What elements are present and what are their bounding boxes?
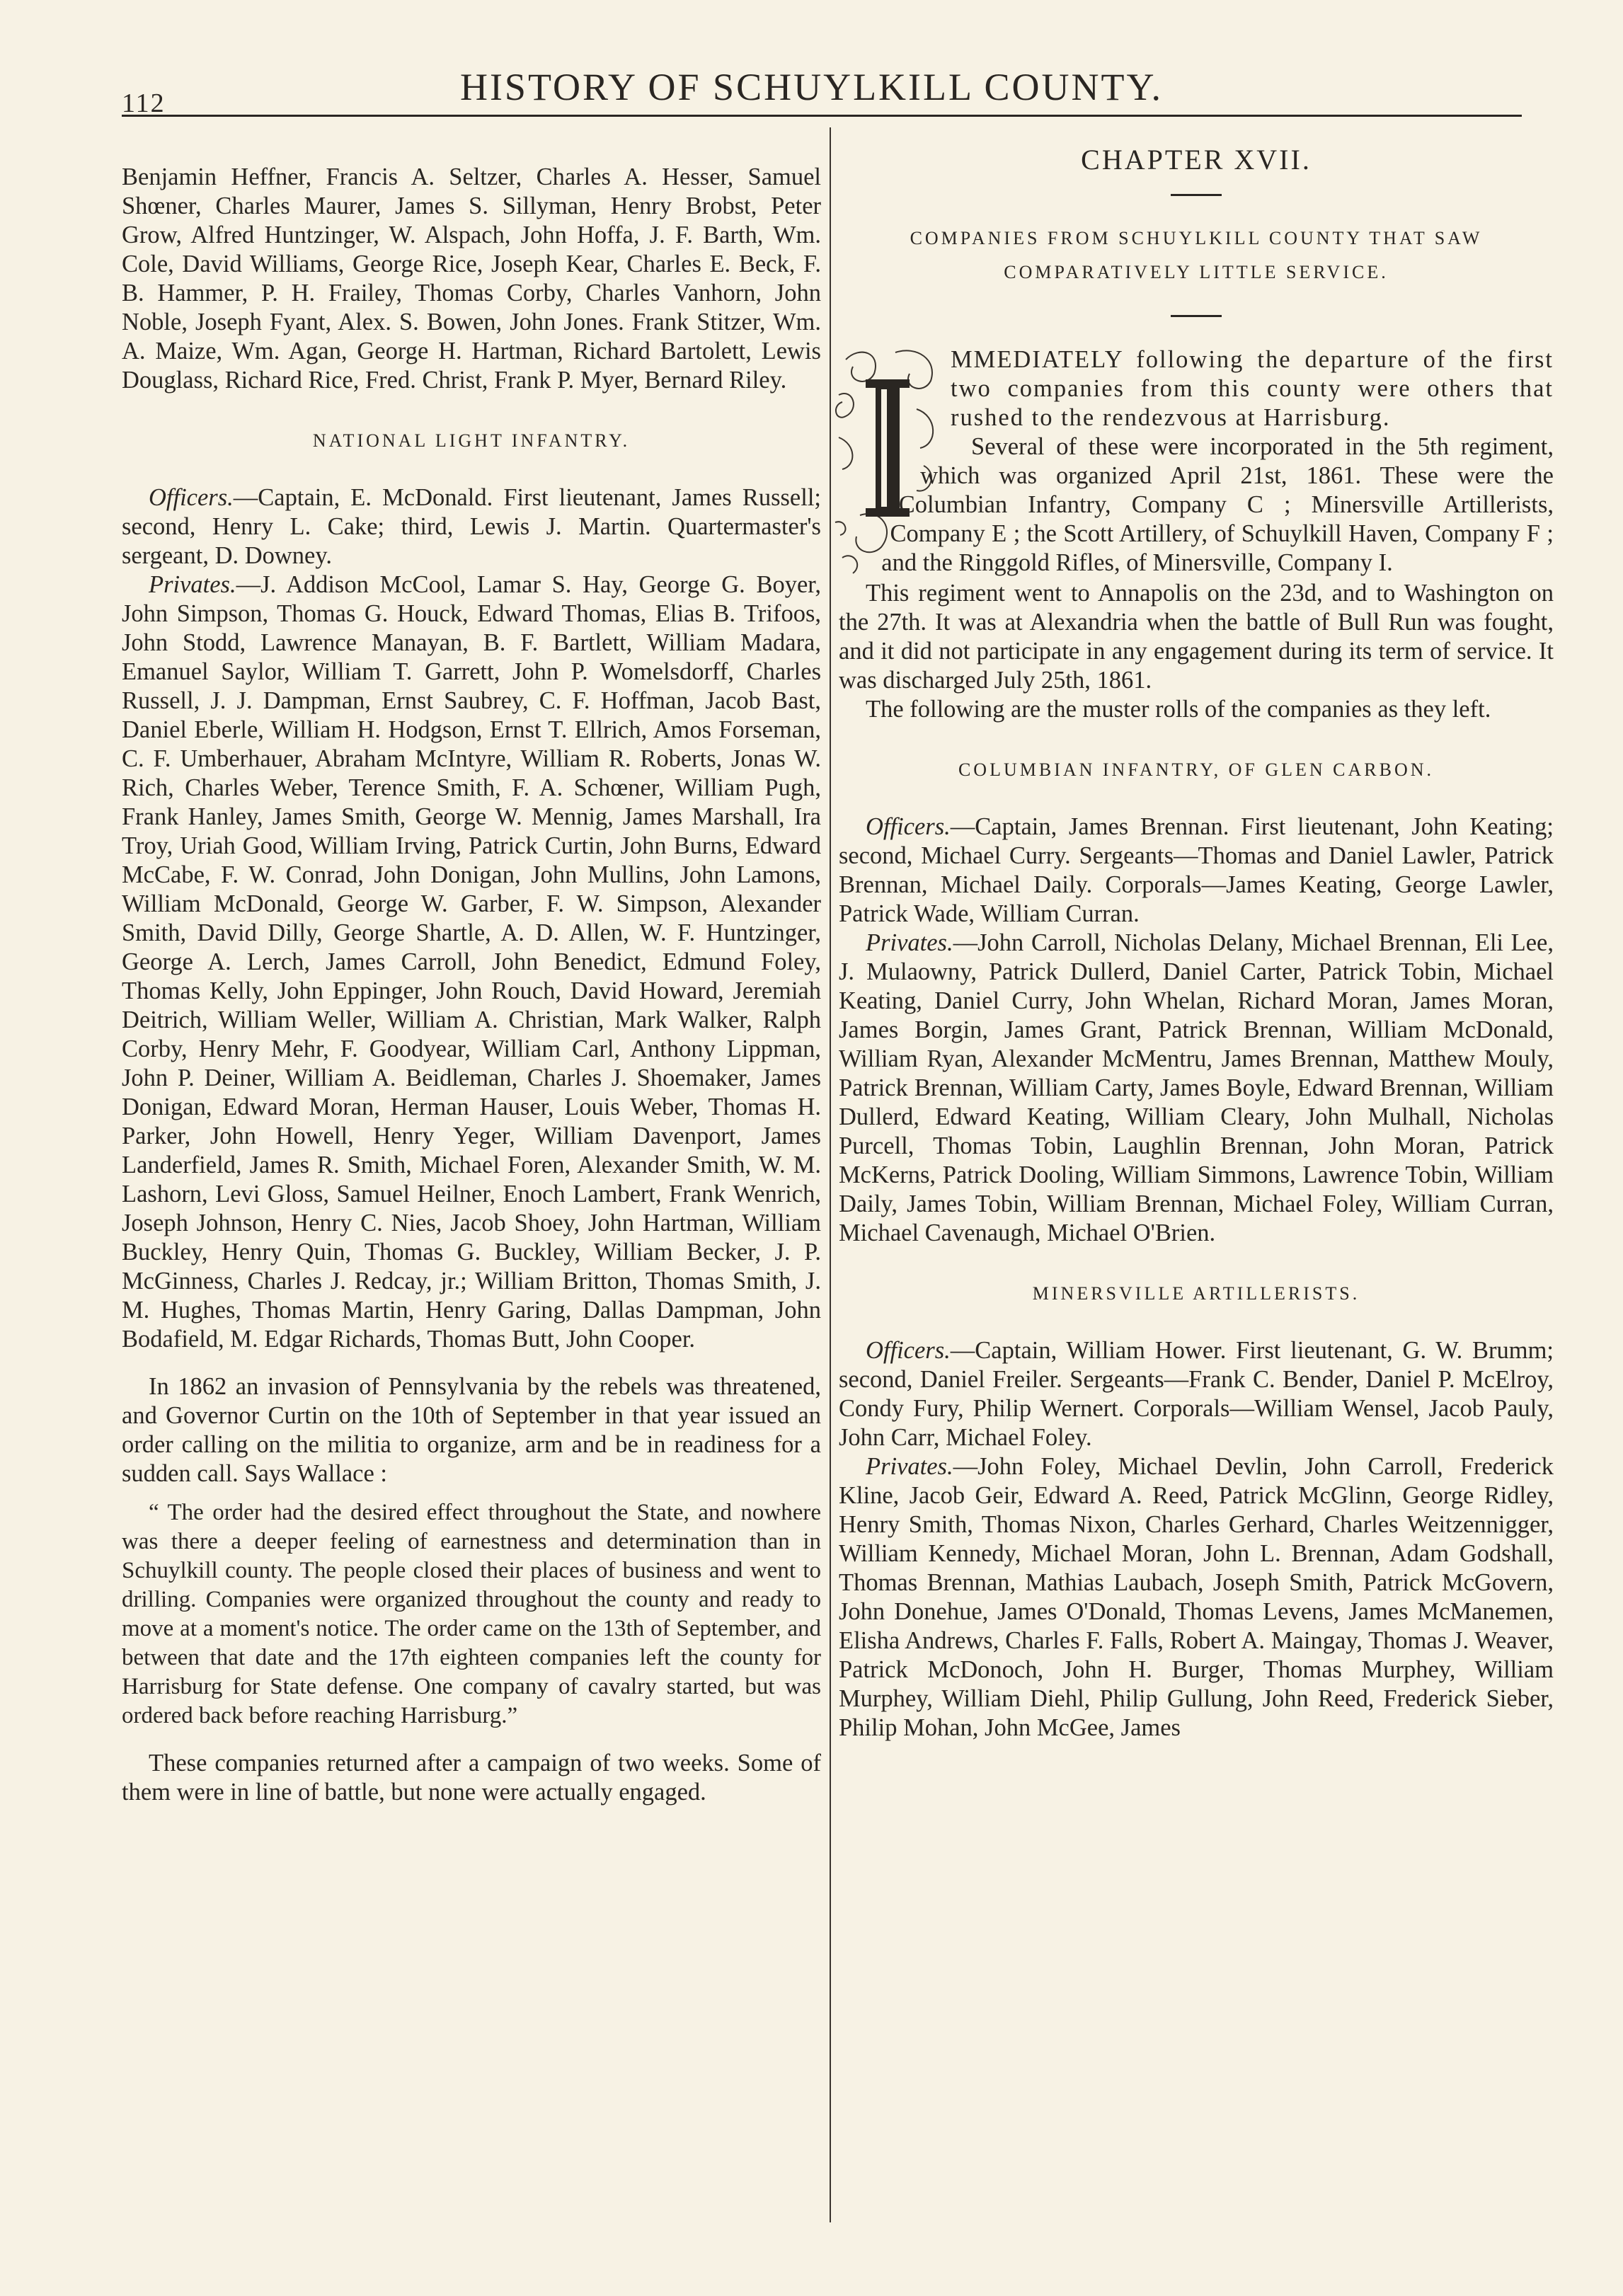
ma-officers-text: —Captain, William Hower. First lieutenant, G. W. Brumm; second, Daniel Freiler. Sergeants—Frank C. Bender, Daniel P. McElroy, Condy Fury, Philip Wernert. Corporals—William Wensel, Jacob Pauly, John Carr, Michael Foley. — [839, 1337, 1554, 1451]
invasion-paragraph: In 1862 an invasion of Pennsylvania by the rebels was threatened, and Governor Curtin on the 10th of September in that year issued an order calling on the militia to organize, arm and be in readiness for a sudden call. Says Wallace : — [122, 1373, 821, 1487]
nli-officers-text: —Captain, E. McDonald. First lieutenant, James Russell; second, Henry L. Cake; third, Lewis J. Martin. Quartermaster's sergeant, D. Downey. — [122, 484, 821, 569]
chapter-rule-top — [1171, 194, 1222, 196]
ci-privates-text: —John Carroll, Nicholas Delany, Michael Brennan, Eli Lee, J. Mulaowny, Patrick Dullerd, Daniel Carter, Patrick Tobin, Michael Keating, Daniel Curry, John Whelan, Richard Moran, James Moran, James Borgin, James Grant, Patrick Brennan, William McDonald, William Ryan, Alexander McMentru, James Brennan, Matthew Mouly, Patrick Brennan, William Carty, James Boyle, Edward Brennan, William Dullerd, Edward Keating, William Cleary, John Mulhall, Nicholas Purcell, Thomas Tobin, Laughlin Brennan, John Moran, Patrick McKerns, Patrick Dooling, William Simmons, Lawrence Tobin, William Daily, James Tobin, William Brennan, Michael Foley, William Curran, Michael Cavenaugh, Michael O'Brien. — [839, 929, 1554, 1246]
annapolis-paragraph: This regiment went to Annapolis on the 23d, and to Washington on the 27th. It was at Alexandria when the battle of Bull Run was fought, and it did not participate in any engagement during its term of service. It was discharged July 25th, 1861. — [839, 580, 1554, 694]
minersville-artillerists-heading: MINERSVILLE ARTILLERISTS. — [1032, 1283, 1360, 1304]
ma-privates-text: —John Foley, Michael Devlin, John Carroll, Frederick Kline, Jacob Geir, Edward A. Reed, Patrick McGlinn, George Ridley, Henry Smith, Thomas Nixon, Charles Gerhard, Charles Weitzennigger, William Kennedy, Michael Moran, John L. Brennan, Adam Godshall, Thomas Brennan, Mathias Laubach, Joseph Smith, Patrick McGovern, John Donehue, James O'Donald, Thomas Levens, James McManemen, Elisha Andrews, Charles F. Falls, Robert A. Maingay, Thomas J. Weaver, Patrick McDonoch, John H. Burger, Thomas Murphey, William Murphey, William Diehl, Philip Gullung, John Reed, Frederick Sieber, Philip Mohan, John McGee, James — [839, 1453, 1554, 1741]
columbian-infantry-heading: COLUMBIAN INFANTRY, OF GLEN CARBON. — [958, 759, 1435, 780]
chapter-opening — [839, 345, 1554, 578]
header-rule — [122, 115, 1522, 117]
ci-privates-label: Privates. — [866, 929, 953, 956]
running-head: HISTORY OF SCHUYLKILL COUNTY. — [459, 66, 1164, 108]
right-column — [839, 145, 1554, 1743]
nli-officers-label: Officers. — [149, 484, 234, 511]
chapter-intro — [839, 345, 1554, 432]
ci-officers-label: Officers. — [866, 813, 951, 840]
nli-privates-text: —J. Addison McCool, Lamar S. Hay, George G. Boyer, John Simpson, Thomas G. Houck, Edward Thomas, Elias B. Trifoos, John Stodd, Lawrence Manayan, B. F. Bartlett, William Madara, Emanuel Saylor, William T. Garrett, John P. Womelsdorff, Charles Russell, J. J. Dampman, Ernst Saubrey, C. F. Hoffman, Jacob Bast, Daniel Eberle, William H. Hodgson, Ernst T. Ellrich, Amos Forseman, C. F. Umberhauer, Abraham McIntyre, William R. Roberts, Jonas W. Rich, Charles Weber, Terence Smith, F. A. Schœner, William Pugh, Frank Hanley, James Smith, George W. Mennig, James Marshall, Ira Troy, Uriah Good, William Irving, Patrick Curtin, John Burns, Edward McCabe, F. W. Conrad, John Donigan, John Mullins, John Lamons, William McDonald, George W. Garber, F. W. Simpson, Alexander Smith, David Dilly, George Shartle, A. D. Allen, W. F. Huntzinger, George A. Lerch, James Carroll, John Benedict, Edmund Foley, Thomas Kelly, John Eppinger, John Rouch, David Howard, Jeremiah Deitrich, William Weller, William A. Christian, Mark Walker, Ralph Corby, Henry Mehr, F. Goodyear, William Carl, Anthony Lippman, John P. Deiner, William A. Beidleman, Charles J. Shoemaker, James Donigan, Edward Moran, Herman Hauser, Louis Weber, Thomas H. Parker, John Howell, Henry Yeger, William Davenport, James Landerfield, James R. Smith, Michael Foren, Alexander Smith, W. M. Lashorn, Levi Gloss, Samuel Heilner, Enoch Lambert, Frank Wenrich, Joseph Johnson, Henry C. Nies, Jacob Shoey, John Hartman, William Buckley, Henry Quin, Thomas G. Buckley, William Becker, J. P. McGinness, Charles J. Redcay, jr.; William Britton, Thomas Smith, J. M. Hughes, Thomas Martin, Henry Garing, Dallas Dampman, John Bodafield, M. Edgar Richards, Thomas Butt, John Cooper. — [122, 571, 821, 1353]
wallace-quote: “ The order had the desired effect throughout the State, and nowhere was there a deeper feeling of earnestness and determination than in Schuylkill county. The people closed their places of business and went to drilling. Companies were organized throughout the county and ready to move at a moment's notice. The order came on the 13th of September, and between that date and the 17th eighteen companies left the county for Harrisburg for State defense. One company of cavalry started, but was ordered back before reaching Harrisburg.” — [122, 1500, 821, 1728]
ma-officers-label: Officers. — [866, 1337, 951, 1364]
left-column — [122, 163, 821, 1807]
nli-officers — [122, 483, 821, 570]
ma-officers — [839, 1336, 1554, 1452]
intro-text: MMEDIATELY following the departure of the first two companies from this county were others that rushed to the rendezvous at Harrisburg. — [951, 346, 1554, 431]
chapter-rule-bottom — [1171, 315, 1222, 317]
national-light-infantry-heading: NATIONAL LIGHT INFANTRY. — [312, 430, 631, 451]
ma-privates — [839, 1452, 1554, 1743]
returned-paragraph: These companies returned after a campaign of two weeks. Some of them were in line of battle, but none were actually engaged. — [122, 1750, 821, 1806]
chapter-title: CHAPTER XVII. — [1081, 144, 1312, 176]
ci-officers — [839, 813, 1554, 929]
nli-privates-label: Privates. — [149, 571, 236, 598]
roll-continued: Benjamin Heffner, Francis A. Seltzer, Charles A. Hesser, Samuel Shœner, Charles Maurer, James S. Sillyman, Henry Brobst, Peter Grow, Alfred Huntzinger, W. Alspach, John Hoffa, J. F. Barth, Wm. Cole, David Williams, George Rice, Joseph Kear, Charles E. Beck, F. B. Hammer, P. H. Frailey, Thomas Corby, Charles Vanhorn, John Noble, Joseph Fyant, Alex. S. Bowen, John Jones. Frank Stitzer, Wm. A. Maize, Wm. Agan, George H. Hartman, Richard Bartolett, Lewis Douglass, Richard Rice, Fred. Christ, Frank P. Myer, Bernard Riley. — [122, 163, 821, 394]
fifth-regiment-paragraph: Several of these were incorporated in the 5th regiment, which was organized April 21st, 1861. These were the Columbian Infantry, Company C ; Minersville Artillerists, Company E ; the Scott Artillery, of Schuylkill Haven, Company F ; and the Ringgold Rifles, of Minersville, Company I. — [881, 433, 1554, 576]
nli-privates — [122, 570, 821, 1354]
page-number: 112 — [122, 88, 166, 118]
chapter-subtitle: COMPANIES FROM SCHUYLKILL COUNTY THAT SAW COMPARATIVELY LITTLE SERVICE. — [910, 228, 1483, 282]
muster-paragraph: The following are the muster rolls of the companies as they left. — [866, 696, 1491, 723]
ci-officers-text: —Captain, James Brennan. First lieutenant, John Keating; second, Michael Curry. Sergeants—Thomas and Daniel Lawler, Patrick Brennan, Michael Daily. Corporals—James Keating, George Lawler, Patrick Wade, William Curran. — [839, 813, 1554, 927]
ci-privates — [839, 929, 1554, 1248]
ma-privates-label: Privates. — [866, 1453, 953, 1480]
column-divider — [830, 127, 831, 2222]
